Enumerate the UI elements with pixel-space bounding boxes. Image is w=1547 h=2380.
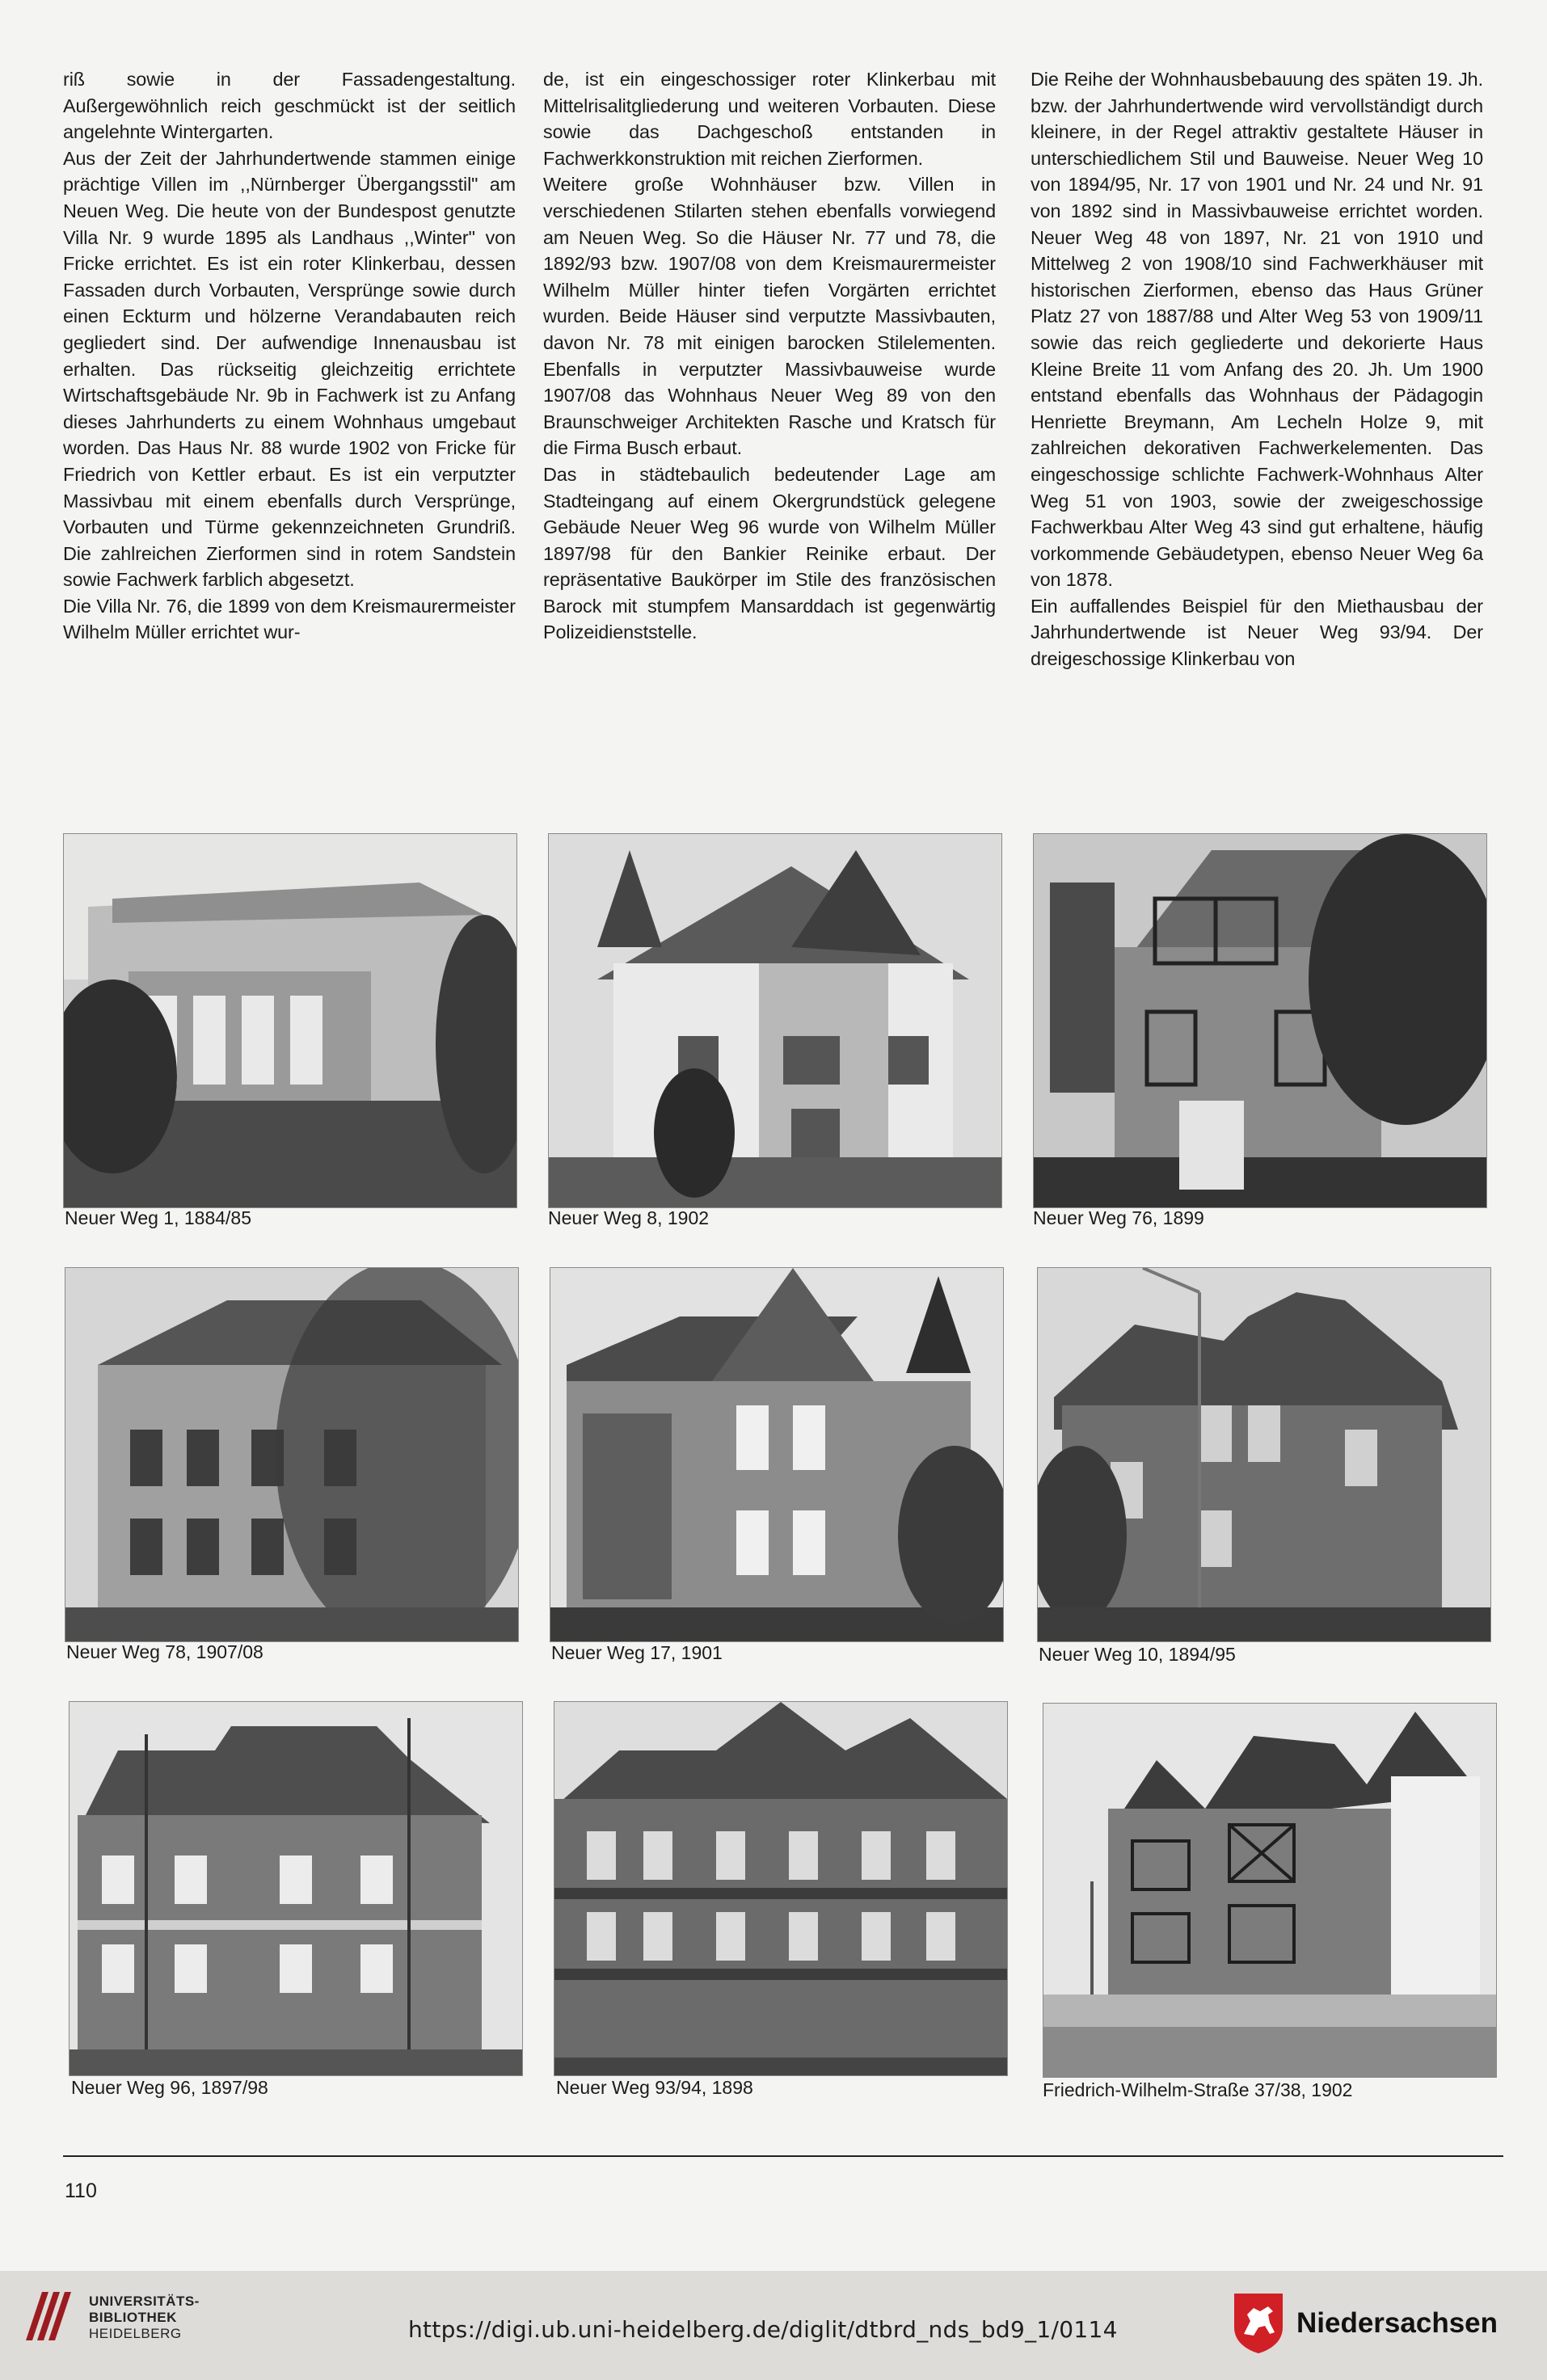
paragraph: Die Reihe der Wohnhausbebauung des späten 19. Jh. bzw. der Jahrhundertwende wird vervollständigt durch kleinere, in der Regel attraktiv gestaltete Häuser in unterschiedlichem Stil und Bauweise. Neuer Weg 10 von 1894/95, Nr. 17 von 1901 und Nr. 24 und Nr. 91 von 1892 sind in Massivbauweise errichtet worden. Neuer Weg 48 von 1897, Nr. 21 von 1910 und Mittelweg 2 von 1908/10 sind Fachwerkhäuser mit historischen Zierformen, ebenso das Haus Grüner Platz 27 von 1887/88 und Alter Weg 53 von 1909/11 sowie das reich gegliederte und dekorierte Haus Kleine Breite 11 vom Anfang des 20. Jh. Um 1900 entstand ebenfalls das Wohnhaus der Pädagogin Henriette Breymann, Am Lecheln Holze 9, mit zahlreichen dekorativen Fachwerkelementen. Das eingeschossige schlichte Fachwerk-Wohnhaus Alter Weg 51 von 1903, sowie der zweigeschossige Fachwerkbau Alter Weg 43 sind gut erhaltene, häufig vorkommende Gebäudetypen, ebenso Neuer Weg 6a von 1878.	[1031, 69, 1483, 591]
paragraph: Das in städtebaulich bedeutender Lage am Stadteingang auf einem Okergrundstück gelegene Gebäude Neuer Weg 96 wurde von Wilhelm Müller 1897/98 für den Bankier Reinike erbaut. Der repräsentative Baukörper im Stile des französischen Barock mit stumpfem Mansarddach ist gegenwärtig Polizeidienststelle.	[543, 463, 996, 643]
photo-villa	[1037, 1267, 1491, 1642]
photo-caption: Neuer Weg 78, 1907/08	[66, 1641, 263, 1662]
paragraph: de, ist ein eingeschossiger roter Klinkerbau mit Mittelrisalitgliederung und weiteren Vorbauten. Diese sowie das Dachgeschoß entstanden in Fachwerkkonstruktion mit reichen Zierformen.	[543, 69, 996, 169]
niedersachsen-horse-icon	[1233, 2292, 1284, 2353]
photo-villa	[554, 1701, 1008, 2076]
paragraph: Weitere große Wohnhäuser bzw. Villen in verschiedenen Stilarten stehen ebenfalls vorwiegend am Neuen Weg. So die Häuser Nr. 77 und 78, die 1892/93 bzw. 1907/08 von dem Kreismaurermeister Wilhelm Müller hinter tiefen Vorgärten errichtet wurden. Beide Häuser sind verputzte Massivbauten, davon Nr. 78 mit einigen barocken Stilelementen. Ebenfalls in verputzter Massivbauweise wurde 1907/08 das Wohnhaus Neuer Weg 89 von den Braunschweiger Architekten Rasche und Kratsch für die Firma Busch erbaut.	[543, 174, 996, 459]
photo-caption: Neuer Weg 10, 1894/95	[1039, 1644, 1236, 1665]
university-library-logo-icon	[18, 2284, 81, 2347]
library-name-line: UNIVERSITÄTS-	[89, 2294, 200, 2309]
footer-rule	[63, 2155, 1503, 2157]
paragraph: Ein auffallendes Beispiel für den Miethausbau der Jahrhundertwende ist Neuer Weg 93/94. Der dreigeschossige Klinkerbau von	[1031, 595, 1483, 670]
photo-caption: Neuer Weg 17, 1901	[551, 1642, 723, 1663]
photo-caption: Friedrich-Wilhelm-Straße 37/38, 1902	[1043, 2079, 1353, 2100]
source-url-link[interactable]: https://digi.ub.uni-heidelberg.de/diglit/dtbrd_nds_bd9_1/0114	[408, 2316, 1118, 2343]
photo-caption: Neuer Weg 8, 1902	[548, 1207, 710, 1228]
photo-caption: Neuer Weg 96, 1897/98	[71, 2077, 268, 2098]
page-number: 110	[65, 2180, 97, 2202]
state-name: Niedersachsen	[1296, 2307, 1499, 2339]
paragraph: riß sowie in der Fassadengestaltung. Außergewöhnlich reich geschmückt ist der seitlich angelehnte Wintergarten.	[63, 69, 516, 143]
photo-villa	[550, 1267, 1004, 1642]
photo-villa	[65, 1267, 519, 1642]
library-name-line: BIBLIOTHEK	[89, 2310, 177, 2325]
photo-villa	[548, 833, 1002, 1208]
paragraph: Aus der Zeit der Jahrhundertwende stammen einige prächtige Villen im ,,Nürnberger Übergangsstil" am Neuen Weg. Die heute von der Bundespost genutzte Villa Nr. 9 wurde 1895 als Landhaus ,,Winter" von Fricke errichtet. Es ist ein roter Klinkerbau, dessen Fassaden durch Vorbauten, Versprünge sowie durch einen Eckturm und hölzerne Verandabauten reich gegliedert sind. Der aufwendige Innenausbau ist erhalten. Das rückseitig gleichzeitig errichtete Wirtschaftsgebäude Nr. 9b in Fachwerk ist zu Anfang dieses Jahrhunderts zu einem Wohnhaus umgebaut worden. Das Haus Nr. 88 wurde 1902 von Fricke für Friedrich von Kettler erbaut. Es ist ein verputzter Massivbau mit einem ebenfalls durch Versprünge, Vorbauten und Türme gekennzeichneten Grundriß. Die zahlreichen Zierformen sind in rotem Sandstein sowie Fachwerk farblich abgesetzt.	[63, 147, 516, 591]
photo-villa	[1043, 1703, 1497, 2078]
photo-villa	[1033, 833, 1487, 1208]
photo-villa	[63, 833, 517, 1208]
text-column-1	[63, 66, 516, 646]
library-name-line: HEIDELBERG	[89, 2326, 182, 2341]
text-column-3	[1031, 66, 1483, 672]
photo-caption: Neuer Weg 93/94, 1898	[556, 2077, 753, 2098]
university-library-name	[89, 2294, 200, 2342]
photo-caption: Neuer Weg 76, 1899	[1033, 1207, 1204, 1228]
paragraph: Die Villa Nr. 76, die 1899 von dem Kreismaurermeister Wilhelm Müller errichtet wur-	[63, 595, 516, 643]
photo-villa	[69, 1701, 523, 2076]
photo-caption: Neuer Weg 1, 1884/85	[65, 1207, 252, 1228]
text-column-2	[543, 66, 996, 646]
